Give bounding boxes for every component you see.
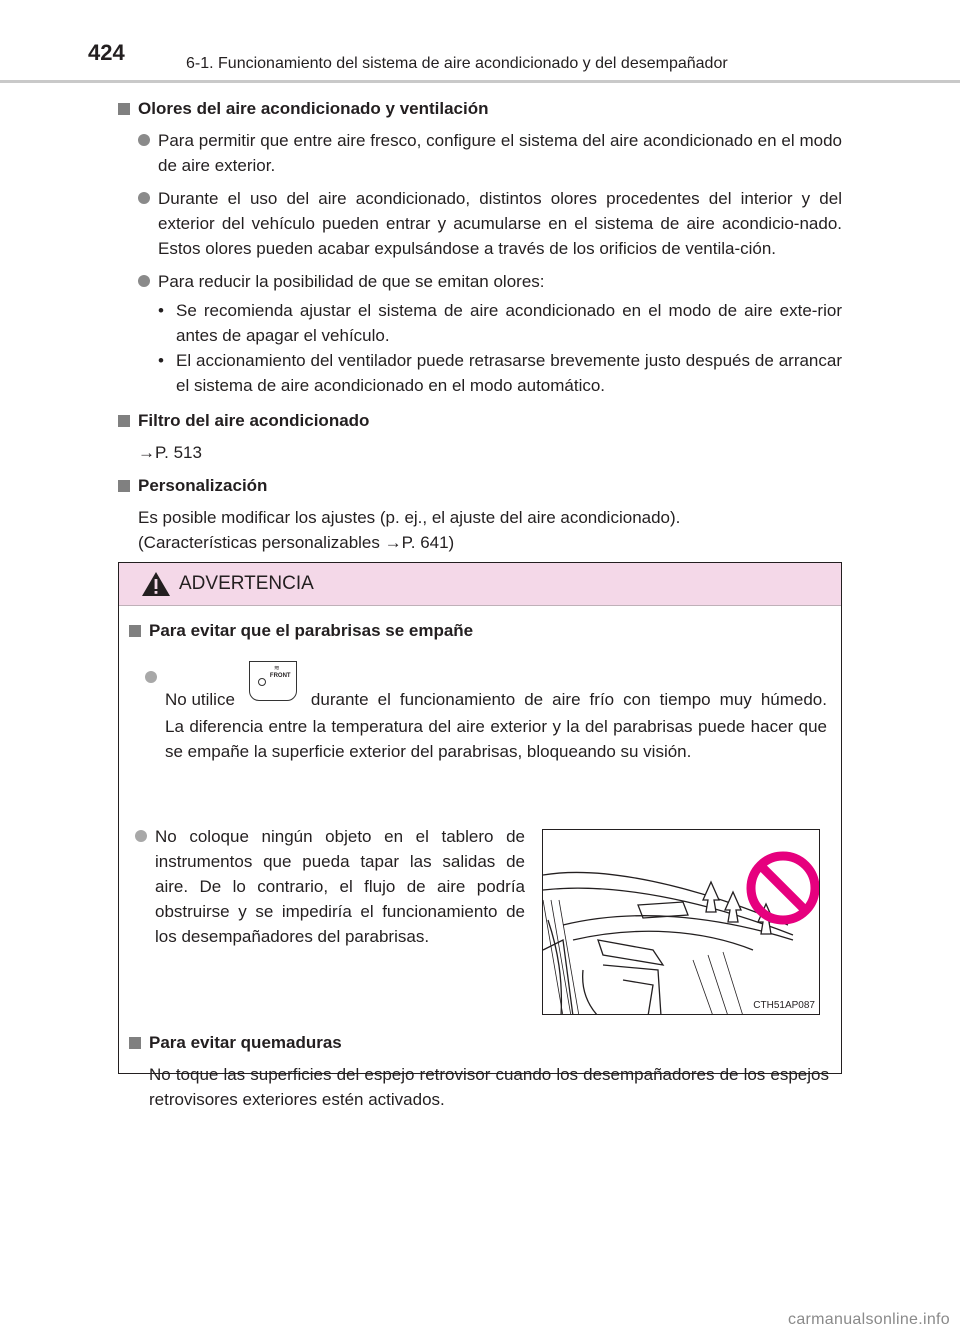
warning-heading-parabrisas: Para evitar que el parabrisas se empañe <box>129 618 827 643</box>
sub-list-item: • El accionamiento del ventilador puede retrasarse brevemente justo después de arrancar el sistema de aire acondicionado en el modo automático. <box>158 351 842 395</box>
warning-heading-quemaduras: Para evitar quemaduras <box>129 1030 829 1055</box>
page-reference-link[interactable]: →P. 513 <box>138 443 202 462</box>
warning-title: ADVERTENCIA <box>179 573 314 594</box>
paragraph: La diferencia entre la temperatura del aire exterior y la del parabrisas puede hacer que se empañe la superficie exterior del parabrisas, bloqueando su visión. <box>165 717 827 761</box>
sub-list <box>118 298 842 398</box>
round-bullet-icon <box>135 830 147 842</box>
header-divider <box>0 80 960 83</box>
paragraph: No toque las superficies del espejo retrovisor cuando los desempañadores de los espejos retrovisores exteriores estén activados. <box>149 1065 829 1109</box>
round-bullet-icon <box>145 671 157 683</box>
section-heading-filtro: Filtro del aire acondicionado <box>118 408 842 433</box>
page-number: 424 <box>88 40 125 65</box>
round-bullet-icon <box>138 192 150 204</box>
paragraph: Es posible modificar los ajustes (p. ej., el ajuste del aire acondicionado). <box>138 508 681 527</box>
chapter-title: 6-1. Funcionamiento del sistema de aire acondicionado y del desempañador <box>186 55 728 72</box>
square-bullet-icon <box>129 625 141 637</box>
dashboard-vents-drawing <box>543 830 820 1015</box>
warning-box <box>118 562 842 1109</box>
section-heading-olores: Olores del aire acondicionado y ventilación <box>118 96 842 121</box>
customization-reference[interactable]: (Características personalizables →P. 641) <box>138 533 455 552</box>
dashboard-illustration <box>542 829 820 1015</box>
section-heading-personalizacion: Personalización <box>118 473 842 498</box>
list-item: No coloque ningún objeto en el tablero de instrumentos que pueda tapar las salidas de aire. De lo contrario, el flujo de aire podría obstruirse y se impediría el funcionamiento de los desempañadores del parabrisas. <box>135 824 525 949</box>
round-bullet-icon <box>138 134 150 146</box>
square-bullet-icon <box>118 103 130 115</box>
square-bullet-icon <box>129 1037 141 1049</box>
round-bullet-icon <box>138 275 150 287</box>
square-bullet-icon <box>118 415 130 427</box>
illustration-code: CTH51AP087 <box>753 1000 815 1011</box>
warning-body <box>119 618 841 1109</box>
list-item: Para reducir la posibilidad de que se emitan olores: <box>138 269 842 294</box>
warning-header <box>119 563 841 606</box>
list-item: Durante el uso del aire acondicionado, distintos olores procedentes del interior y del exterior del vehículo pueden entrar y acumularse en el sistema de aire acondicio-nado. Estos olores pueden acabar expulsándose a través de los orificios de ventila-ción. <box>138 186 842 261</box>
list-item: No utilice ≋ FRONT durante el funcionamiento de aire frío con tiempo muy húmedo. <box>145 665 827 712</box>
front-defroster-button-icon: ≋ FRONT <box>249 661 297 701</box>
warning-section-quemaduras <box>129 1030 829 1112</box>
square-bullet-icon <box>118 480 130 492</box>
watermark: carmanualsonline.info <box>788 1311 950 1328</box>
warning-triangle-icon <box>141 571 171 597</box>
list-item: Para permitir que entre aire fresco, configure el sistema del aire acondicionado en el modo de aire exterior. <box>138 128 842 178</box>
main-content <box>118 96 842 563</box>
sub-list-item: • Se recomienda ajustar el sistema de aire acondicionado en el modo de aire exte-rior antes de apagar el vehículo. <box>158 301 842 345</box>
